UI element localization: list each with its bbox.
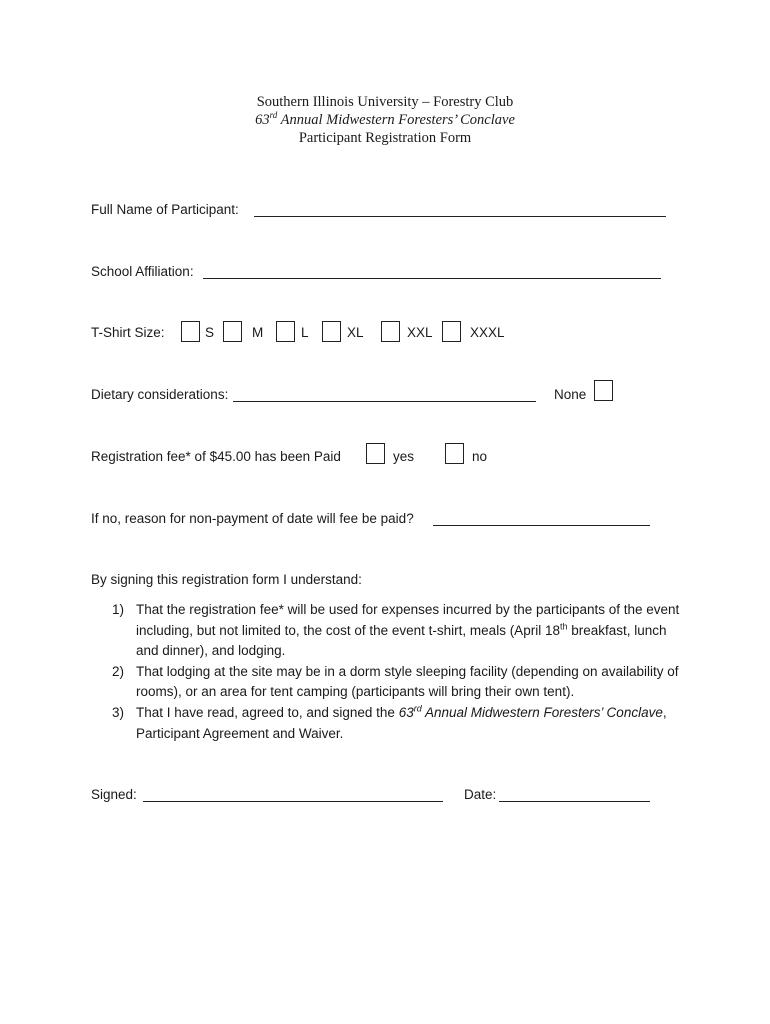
dietary-field[interactable] bbox=[233, 401, 536, 402]
tshirt-xxl-label: XXL bbox=[407, 325, 433, 340]
tshirt-xxxl-label: XXXL bbox=[470, 325, 505, 340]
nonpayment-reason-label: If no, reason for non-payment of date will fee be paid? bbox=[91, 511, 414, 526]
full-name-label: Full Name of Participant: bbox=[91, 202, 239, 217]
university-title: Southern Illinois University – Forestry Club bbox=[256, 94, 514, 110]
school-affiliation-label: School Affiliation: bbox=[91, 264, 194, 279]
date-label: Date: bbox=[464, 787, 497, 802]
tshirt-l-label: L bbox=[301, 325, 309, 340]
tshirt-l-checkbox[interactable] bbox=[276, 321, 295, 342]
tshirt-size-label: T-Shirt Size: bbox=[91, 325, 165, 340]
form-header bbox=[0, 93, 770, 147]
date-field[interactable] bbox=[499, 801, 650, 802]
tshirt-xl-label: XL bbox=[347, 325, 364, 340]
tshirt-m-checkbox[interactable] bbox=[223, 321, 242, 342]
tshirt-xxxl-checkbox[interactable] bbox=[442, 321, 461, 342]
fee-yes-label: yes bbox=[393, 449, 415, 464]
fee-yes-checkbox[interactable] bbox=[366, 443, 385, 464]
list-item: 2) That lodging at the site may be in a dorm style sleeping facility (depending on availability of rooms), or an area for tent camping (participants will bring their own tent). bbox=[112, 663, 679, 700]
list-item: 3) That I have read, agreed to, and signed the 63rd Annual Midwestern Foresters’ Conclave, Participant Agreement and Waiver. bbox=[112, 703, 667, 741]
conclave-title: 63rd Annual Midwestern Foresters’ Conclave bbox=[255, 110, 515, 128]
list-item: 1) That the registration fee* will be used for expenses incurred by the participants of the event including, but not limited to, the cost of the event t-shirt, meals (April 18th breakfast, lunch and dinner), and lodging. bbox=[112, 602, 680, 659]
tshirt-s-checkbox[interactable] bbox=[181, 321, 200, 342]
tshirt-xxl-checkbox[interactable] bbox=[381, 321, 400, 342]
fee-no-checkbox[interactable] bbox=[445, 443, 464, 464]
nonpayment-reason-field[interactable] bbox=[433, 525, 650, 526]
dietary-none-label: None bbox=[554, 387, 587, 402]
tshirt-xl-checkbox[interactable] bbox=[322, 321, 341, 342]
fee-no-label: no bbox=[472, 449, 488, 464]
school-affiliation-field[interactable] bbox=[203, 278, 661, 279]
signature-field[interactable] bbox=[143, 801, 443, 802]
dietary-label: Dietary considerations: bbox=[91, 387, 229, 402]
signed-label: Signed: bbox=[91, 787, 137, 802]
tshirt-s-label: S bbox=[205, 325, 215, 340]
agreement-list bbox=[112, 600, 692, 744]
form-title: Participant Registration Form bbox=[298, 130, 472, 146]
full-name-field[interactable] bbox=[254, 216, 666, 217]
dietary-none-checkbox[interactable] bbox=[594, 380, 613, 401]
fee-paid-label: Registration fee* of $45.00 has been Paid bbox=[91, 449, 341, 464]
tshirt-m-label: M bbox=[252, 325, 264, 340]
agreement-intro: By signing this registration form I understand: bbox=[91, 572, 362, 587]
